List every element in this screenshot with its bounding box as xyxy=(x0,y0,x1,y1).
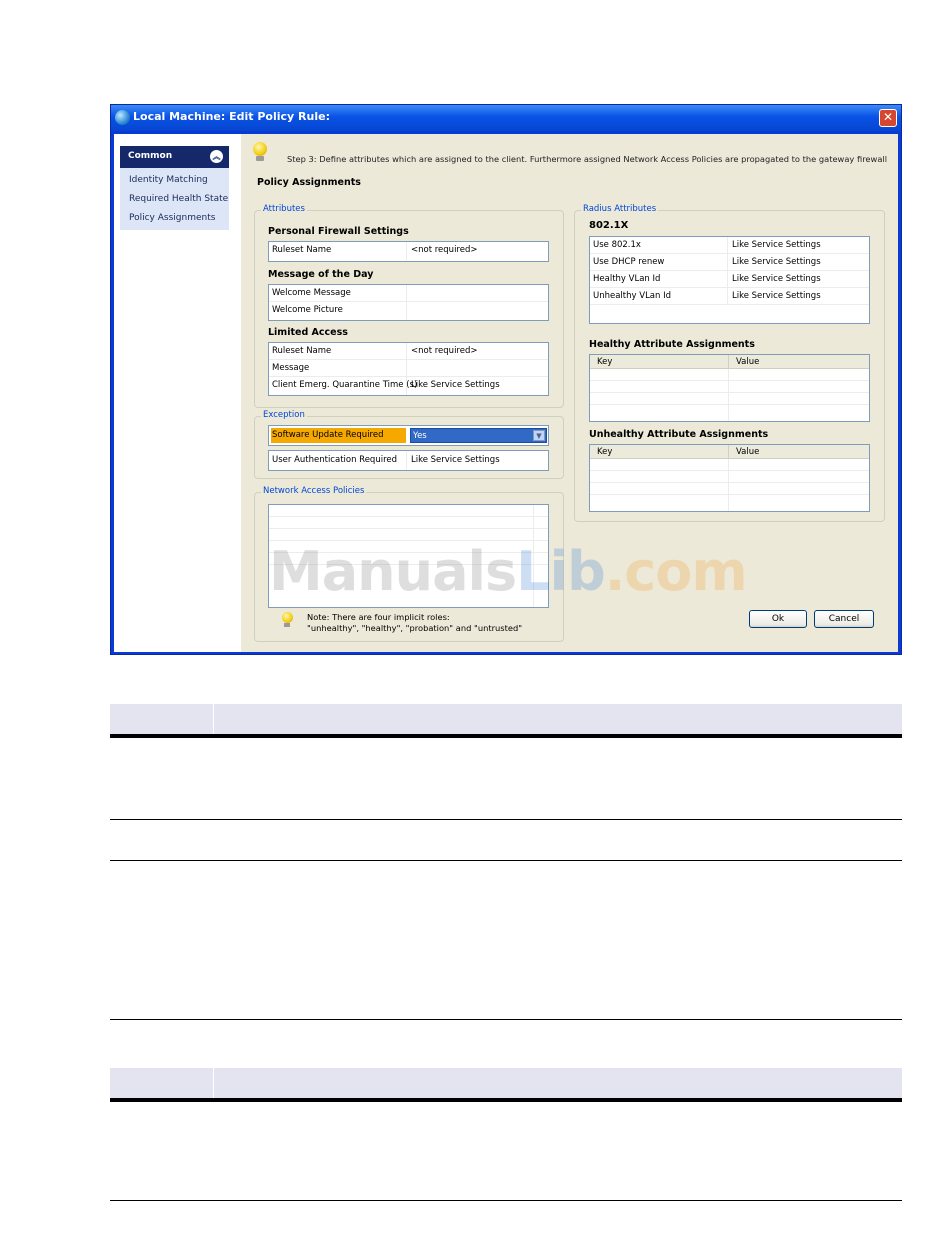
sidebar-list xyxy=(120,168,229,230)
network-access-policies-group xyxy=(254,486,564,642)
table-row[interactable] xyxy=(590,271,869,288)
property-label: Use DHCP renew xyxy=(593,257,665,267)
property-label: Welcome Picture xyxy=(272,305,343,315)
lightbulb-icon xyxy=(252,142,268,162)
table-row[interactable] xyxy=(269,377,548,394)
table-row[interactable] xyxy=(269,242,548,259)
dropdown-selected-value: Yes xyxy=(413,431,427,441)
property-value: Like Service Settings xyxy=(732,291,821,301)
doc-table-2-row-divider xyxy=(110,1200,902,1201)
property-label: Welcome Message xyxy=(272,288,351,298)
table-row[interactable] xyxy=(269,285,548,302)
property-label: Client Emerg. Quarantine Time (s) xyxy=(272,380,418,390)
title-bar[interactable] xyxy=(111,105,901,131)
value-column-header[interactable]: Value xyxy=(736,447,760,457)
sidebar-group-header[interactable] xyxy=(120,146,229,168)
radius-attributes-group xyxy=(574,204,885,522)
table-row[interactable] xyxy=(269,302,548,319)
exception-legend: Exception xyxy=(263,410,305,420)
limited-access-property-grid xyxy=(268,342,549,396)
exception-group xyxy=(254,410,564,479)
doc-table-2-header xyxy=(110,1068,902,1098)
app-globe-icon xyxy=(115,110,130,125)
property-value: Like Service Settings xyxy=(732,240,821,250)
doc-table-1-row-divider xyxy=(110,819,902,820)
table-row[interactable] xyxy=(269,360,548,377)
nap-note-line1: Note: There are four implicit roles: xyxy=(307,612,450,622)
close-icon[interactable]: ✕ xyxy=(879,109,897,127)
property-label: Ruleset Name xyxy=(272,245,332,255)
dialog-client-area xyxy=(114,134,898,652)
table-row[interactable] xyxy=(269,343,548,360)
unhealthy-attributes-heading: Unhealthy Attribute Assignments xyxy=(589,429,769,440)
property-label: Unhealthy VLan Id xyxy=(593,291,671,301)
chevron-down-icon[interactable]: ▼ xyxy=(533,430,545,441)
radius-property-grid xyxy=(589,236,870,324)
table-row[interactable] xyxy=(590,237,869,254)
edit-policy-rule-window xyxy=(110,104,902,655)
attributes-group xyxy=(254,204,564,408)
key-column-header[interactable]: Key xyxy=(597,357,613,367)
property-value: Like Service Settings xyxy=(411,380,500,390)
software-update-label: Software Update Required xyxy=(272,430,384,440)
value-column-header[interactable]: Value xyxy=(736,357,760,367)
table-header xyxy=(590,355,869,369)
doc-table-1-header xyxy=(110,704,902,734)
watermark-part-3: .com xyxy=(604,540,747,603)
window-title: Local Machine: Edit Policy Rule: xyxy=(133,110,330,123)
nap-list[interactable] xyxy=(268,504,549,608)
user-auth-value: Like Service Settings xyxy=(411,455,500,465)
page-title: Policy Assignments xyxy=(257,177,361,188)
key-column-header[interactable]: Key xyxy=(597,447,613,457)
property-value: Like Service Settings xyxy=(732,257,821,267)
motd-property-grid xyxy=(268,284,549,321)
user-auth-row[interactable] xyxy=(268,450,549,471)
property-label: Ruleset Name xyxy=(272,346,332,356)
radius-8021x-heading: 802.1X xyxy=(589,220,629,231)
property-label: Healthy VLan Id xyxy=(593,274,661,284)
table-row[interactable] xyxy=(590,288,869,305)
property-value: <not required> xyxy=(411,245,478,255)
doc-table-1-row-divider xyxy=(110,860,902,861)
healthy-attributes-table[interactable] xyxy=(589,354,870,422)
user-auth-label: User Authentication Required xyxy=(272,455,398,465)
property-label: Message xyxy=(272,363,310,373)
property-value: Like Service Settings xyxy=(732,274,821,284)
radius-legend: Radius Attributes xyxy=(583,204,657,214)
sidebar-item-policy-assignments[interactable]: Policy Assignments xyxy=(129,213,216,223)
property-label: Use 802.1x xyxy=(593,240,641,250)
software-update-row xyxy=(268,425,549,446)
nap-note-line2: "unhealthy", "healthy", "probation" and "untrusted" xyxy=(307,623,523,633)
property-value: <not required> xyxy=(411,346,478,356)
doc-table-1-rule xyxy=(110,734,902,738)
software-update-dropdown[interactable] xyxy=(410,428,547,443)
ok-button[interactable]: Ok xyxy=(749,610,807,628)
firewall-property-grid xyxy=(268,241,549,262)
unhealthy-attributes-table[interactable] xyxy=(589,444,870,512)
watermark-part-1: Manuals xyxy=(269,540,517,603)
nap-legend: Network Access Policies xyxy=(263,486,365,496)
healthy-attributes-heading: Healthy Attribute Assignments xyxy=(589,339,755,350)
note-lightbulb-icon xyxy=(281,612,293,628)
cancel-button[interactable]: Cancel xyxy=(814,610,874,628)
chevron-up-icon[interactable]: ︽ xyxy=(210,150,223,163)
personal-firewall-heading: Personal Firewall Settings xyxy=(268,226,409,237)
sidebar-group-title: Common xyxy=(128,151,173,161)
limited-access-heading: Limited Access xyxy=(268,327,348,338)
sidebar-item-identity-matching[interactable]: Identity Matching xyxy=(129,175,208,185)
sidebar xyxy=(114,134,241,652)
table-row[interactable] xyxy=(590,254,869,271)
doc-table-2-rule xyxy=(110,1098,902,1102)
sidebar-item-required-health-state[interactable]: Required Health State xyxy=(129,194,229,204)
watermark-part-2: Lib xyxy=(516,540,605,603)
table-header xyxy=(590,445,869,459)
attributes-legend: Attributes xyxy=(263,204,305,214)
doc-table-1-row-divider xyxy=(110,1019,902,1020)
step-instructions: Step 3: Define attributes which are assigned to the client. Furthermore assigned Network Access Policies are propagated to the gateway firewall xyxy=(287,154,888,164)
motd-heading: Message of the Day xyxy=(268,269,374,280)
